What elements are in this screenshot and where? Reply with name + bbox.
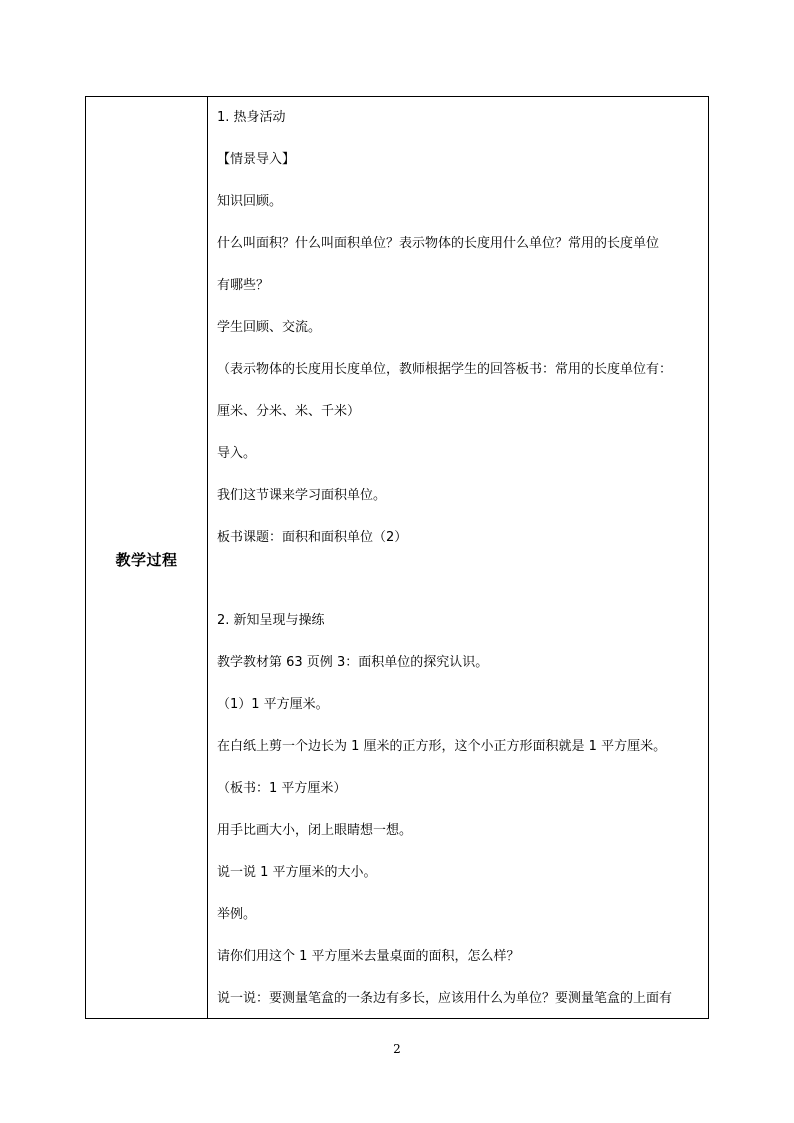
content-line: 教学教材第 63 页例 3：面积单位的探究认识。 (217, 655, 489, 670)
section-label: 教学过程 (115, 551, 178, 569)
content-line: 什么叫面积？什么叫面积单位？表示物体的长度用什么单位？常用的长度单位 (217, 236, 660, 251)
label-cell (86, 97, 208, 1018)
content-line: 说一说 1 平方厘米的大小。 (217, 865, 377, 880)
content-line: （1）1 平方厘米。 (217, 697, 329, 712)
content-line: （板书：1 平方厘米） (217, 781, 347, 796)
content-line: 厘米、分米、米、千米） (217, 404, 361, 419)
content-line: 在白纸上剪一个边长为 1 厘米的正方形，这个小正方形面积就是 1 平方厘米。 (217, 739, 667, 754)
content-line: 举例。 (217, 907, 257, 922)
content-line: （表示物体的长度用长度单位，教师根据学生的回答板书：常用的长度单位有： (217, 362, 673, 377)
page-number: 2 (393, 1042, 401, 1056)
content-line: 学生回顾、交流。 (217, 320, 322, 335)
content-line: 我们这节课来学习面积单位。 (217, 488, 387, 503)
content-line: 用手比画大小，闭上眼睛想一想。 (217, 823, 413, 838)
content-line: 导入。 (217, 446, 257, 461)
content-line: 有哪些？ (217, 278, 270, 293)
content-line: 【情景导入】 (217, 152, 296, 167)
content-cell (208, 97, 708, 1018)
content-line: 2. 新知呈现与操练 (217, 613, 325, 628)
content-line: 板书课题：面积和面积单位（2） (217, 530, 408, 545)
content-line: 说一说：要测量笔盒的一条边有多长，应该用什么为单位？要测量笔盒的上面有 (217, 991, 673, 1006)
content-line: 请你们用这个 1 平方厘米去量桌面的面积，怎么样？ (217, 949, 520, 964)
content-line: 1. 热身活动 (217, 110, 286, 125)
content-line: 知识回顾。 (217, 194, 283, 209)
lesson-table (85, 96, 709, 1019)
